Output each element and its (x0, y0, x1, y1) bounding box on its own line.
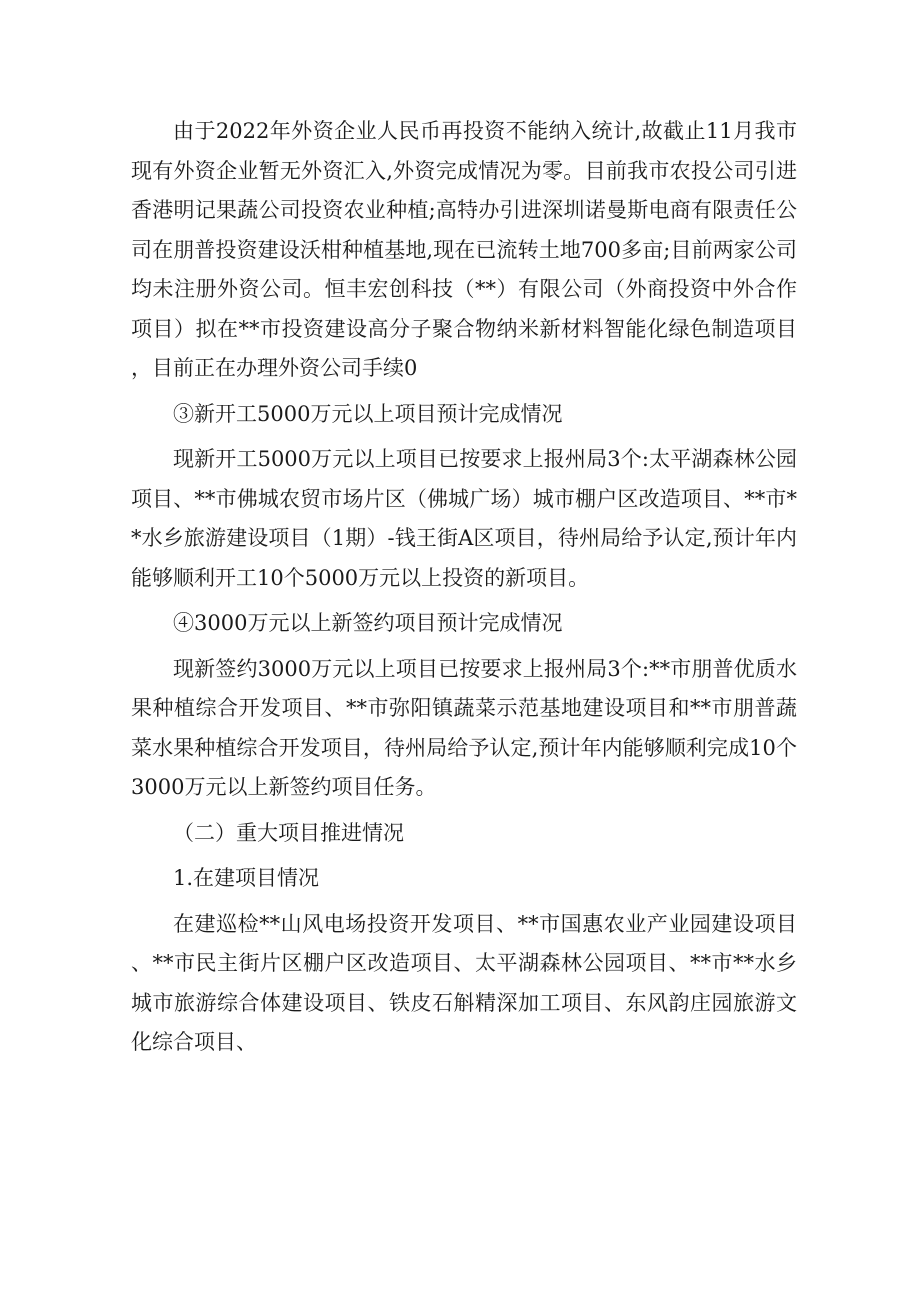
paragraph-projects-under-construction: 在建巡检**山风电场投资开发项目、**市国惠农业产业园建设项目、**市民主街片区棚户区改造项目、太平湖森林公园项目、**市**水乡城市旅游综合体建设项目、铁皮石斛精深加工项目、东风韵庄园旅游文化综合项目、 (131, 911, 797, 1054)
paragraph-foreign-investment: 由于2022年外资企业人民币再投资不能纳入统计,故截止11月我市现有外资企业暂无外资汇入,外资完成情况为零。目前我市农投公司引进香港明记果蔬公司投资农业种植;高特办引进深圳诺曼斯电商有限责任公司在朋普投资建设沃柑种植基地,现在已流转土地700多亩;目前两家公司均未注册外资公司。恒丰宏创科技（**）有限公司（外商投资中外合作项目）拟在**市投资建设高分子聚合物纳米新材料智能化绿色制造项目，目前正在办理外资公司手续0 (131, 119, 797, 380)
heading-new-projects-5000: ③新开工5000万元以上项目预计完成情况 (173, 401, 563, 426)
paragraph-new-signed-3000: 现新签约3000万元以上项目已按要求上报州局3个:**市朋普优质水果种植综合开发项目、**市弥阳镇蔬菜示范基地建设项目和**市朋普蔬菜水果种植综合开发项目，待州局给予认定,预计年内能够顺利完成10个3000万元以上新签约项目任务。 (131, 656, 797, 799)
heading-projects-under-construction: 1.在建项目情况 (173, 866, 320, 890)
paragraph-new-projects-5000: 现新开工5000万元以上项目已按要求上报州局3个:太平湖森林公园项目、**市佛城农贸市场片区（佛城广场）城市棚户区改造项目、**市**水乡旅游建设项目（1期）-钱王街A区项目，待州局给予认定,预计年内能够顺利开工10个5000万元以上投资的新项目。 (131, 447, 797, 590)
heading-major-projects: （二）重大项目推进情况 (173, 820, 404, 845)
document-body (131, 112, 797, 1063)
heading-new-signed-3000: ④3000万元以上新签约项目预计完成情况 (173, 611, 563, 635)
